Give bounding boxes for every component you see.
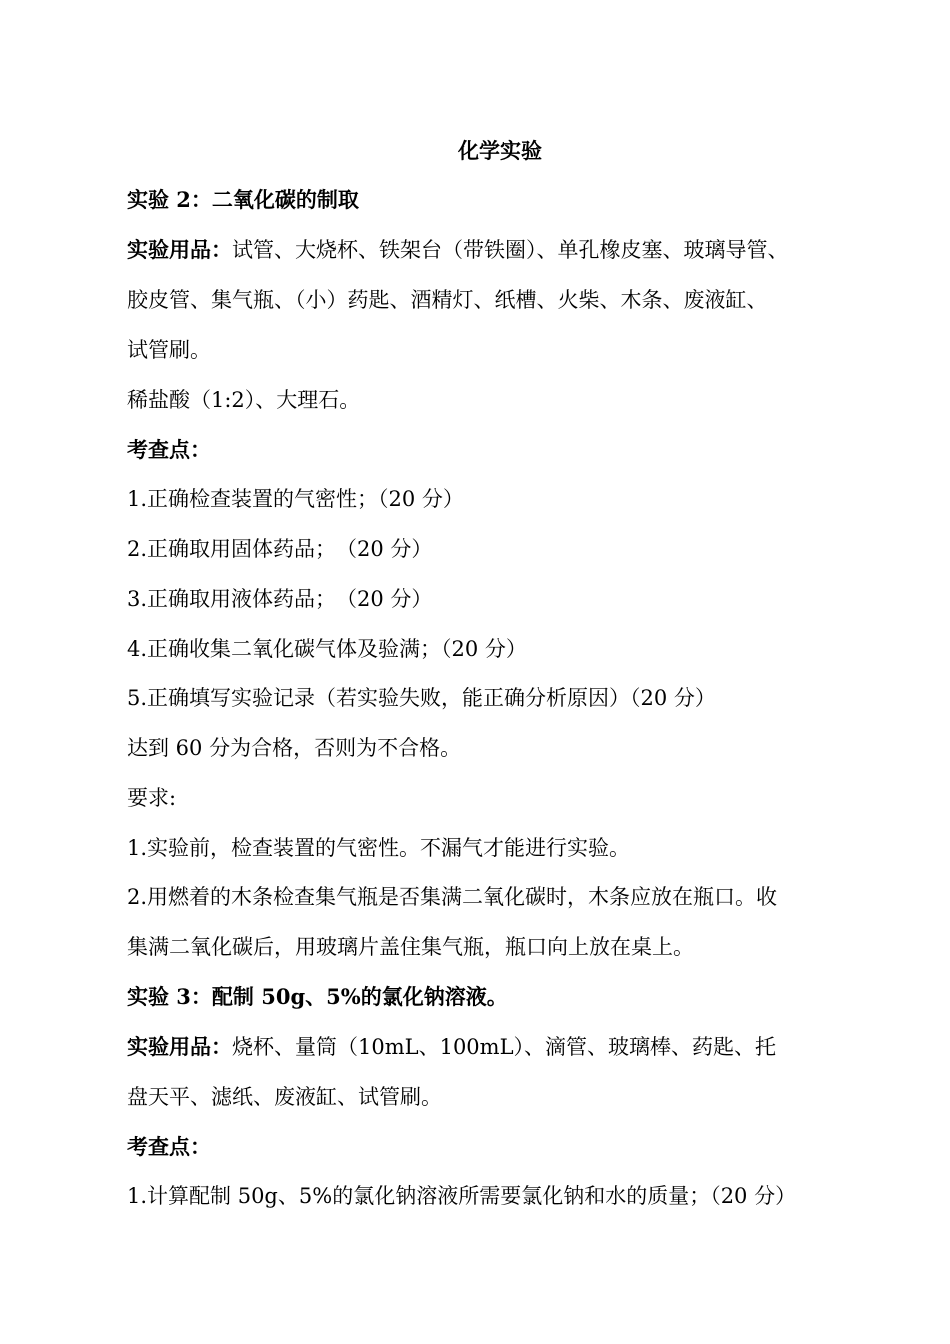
exp2-point-5: 5.正确填写实验记录（若实验失败，能正确分析原因）（20 分） — [127, 686, 716, 710]
exp3-heading: 实验 3：配制 50g、5%的氯化钠溶液。 — [127, 984, 508, 1009]
exp2-point-4: 4.正确收集二氧化碳气体及验满；（20 分） — [127, 637, 527, 661]
exp3-materials-text1: 烧杯、量筒（10mL、100mL）、滴管、玻璃棒、药匙、托 — [232, 1035, 777, 1059]
exp2-requirement-2-line2: 集满二氧化碳后，用玻璃片盖住集气瓶，瓶口向上放在桌上。 — [127, 935, 694, 959]
exp2-requirement-2-line1: 2.用燃着的木条检查集气瓶是否集满二氧化碳时，木条应放在瓶口。收 — [127, 885, 778, 909]
document-title: 化学实验 — [458, 138, 542, 163]
exp2-materials-label: 实验用品： — [127, 237, 232, 262]
exp2-heading: 实验 2：二氧化碳的制取 — [127, 187, 359, 212]
exp2-materials-line2: 胶皮管、集气瓶、（小）药匙、酒精灯、纸槽、火柴、木条、废液缸、 — [127, 288, 768, 312]
exp2-materials-line3: 试管刷。 — [127, 338, 211, 362]
exp2-requirement-1: 1.实验前，检查装置的气密性。不漏气才能进行实验。 — [127, 836, 631, 860]
exp2-materials-text1: 试管、大烧杯、铁架台（带铁圈）、单孔橡皮塞、玻璃导管、 — [232, 238, 789, 262]
exp2-point-3: 3.正确取用液体药品； （20 分） — [127, 587, 433, 611]
exp2-pass-note: 达到 60 分为合格，否则为不合格。 — [127, 736, 462, 760]
exp2-requirements-label: 要求: — [127, 786, 177, 810]
exp2-reagents: 稀盐酸（1:2）、大理石。 — [127, 388, 361, 412]
exp3-materials-label: 实验用品： — [127, 1034, 232, 1059]
exp2-point-1: 1.正确检查装置的气密性；（20 分） — [127, 487, 464, 511]
exp2-points-label: 考查点： — [127, 437, 211, 462]
exp3-point-1: 1.计算配制 50g、5%的氯化钠溶液所需要氯化钠和水的质量；（20 分） — [127, 1184, 797, 1208]
exp2-point-2: 2.正确取用固体药品； （20 分） — [127, 537, 433, 561]
exp3-materials-line1 — [127, 1033, 847, 1061]
exp3-points-label: 考查点： — [127, 1134, 211, 1159]
exp3-materials-line2: 盘天平、滤纸、废液缸、试管刷。 — [127, 1085, 442, 1109]
exp2-materials-line1 — [127, 236, 847, 264]
